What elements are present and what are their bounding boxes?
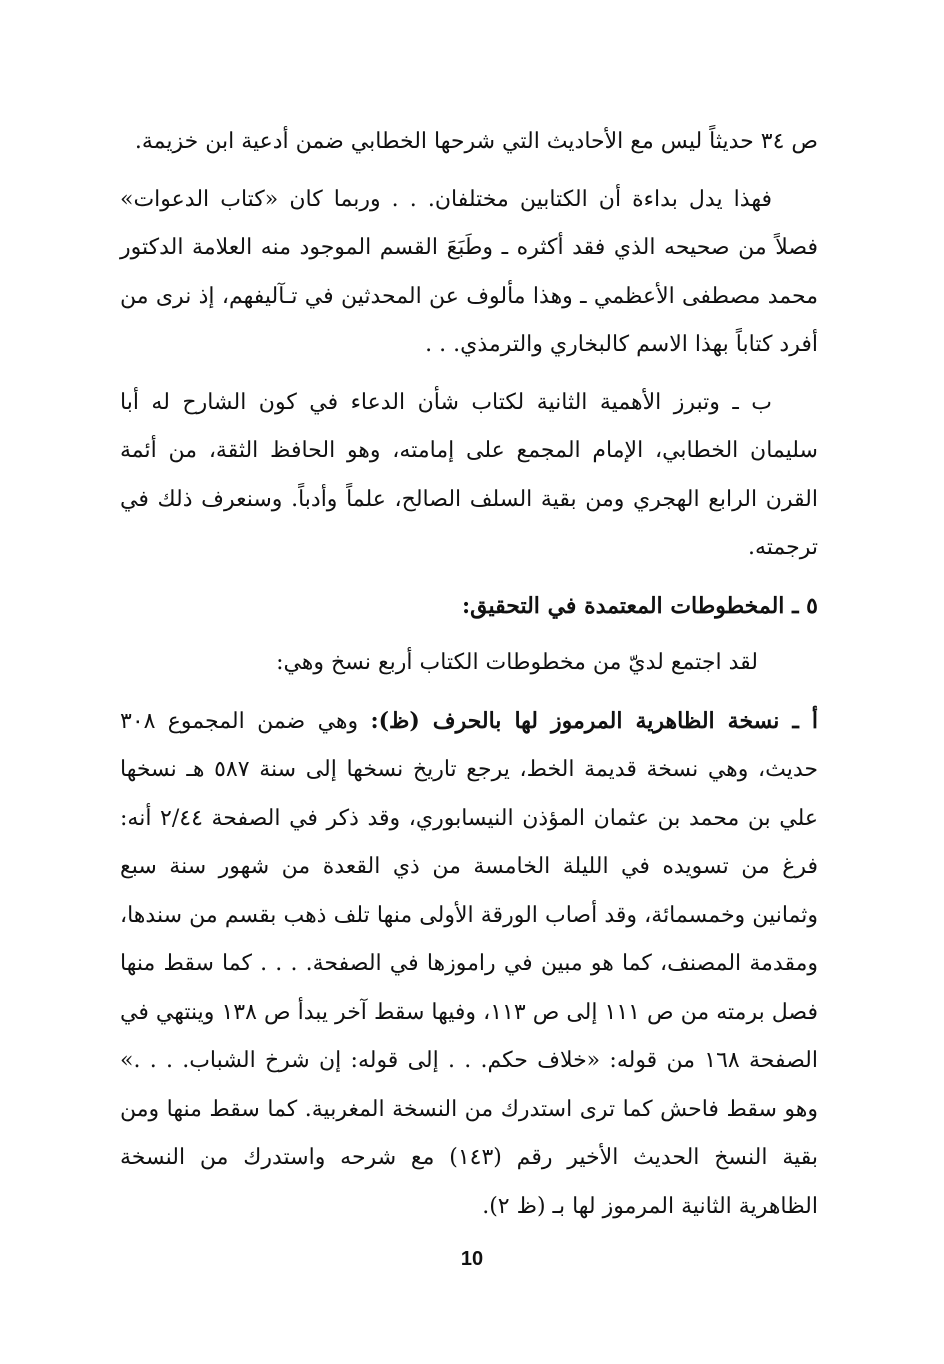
paragraph-two-books-differ: فهذا يدل بداءة أن الكتابين مختلفان. . . وربما كان «كتاب الدعوات» فصلاً من صحيحه الذي فقد أكثره ـ وطَبَعَ القسم الموجود منه العلامة الدكتور محمد مصطفى الأعظمي ـ وهذا مألوف عن المحدثين في تـآليفهم، إذ نرى من أفرد كتاباً بهذا الاسم كالبخاري والترمذي. . . [120, 186, 818, 357]
page-number: 10 [460, 1248, 484, 1270]
manuscript-a-text: وهي ضمن المجموع ٣٠٨ حديث، وهي نسخة قديمة الخط، يرجع تاريخ نسخها إلى سنة ٥٨٧ هـ نسخها علي بن محمد بن عثمان المؤذن النيسابوري، وقد ذكر في الصفحة ٢/٤٤ أنه: فرغ من تسويده في الليلة الخامسة من ذي القعدة من شهور سنة سبع وثمانين وخمسمائة، وقد أصاب الورقة الأولى منها تلف ذهب بقسم من سندها، ومقدمة المصنف، كما هو مبين في راموزها في الصفحة. . . . كما سقط منها فصل برمته من ص ١١١ إلى ص ١١٣، وفيها سقط آخر يبدأ ص ١٣٨ وينتهي في الصفحة ١٦٨ من قوله: «خلاف حكم. . . إلى قوله: إن شرخ الشباب. . . .» وهو سقط فاحش كما ترى استدرك من النسخة المغربية. كما سقط منها ومن بقية النسخ الحديث الأخير رقم (١٤٣) مع شرحه واستدرك من النسخة الظاهرية الثانية المرموز لها بـ (ظ ٢). [120, 708, 819, 1219]
manuscripts-intro: لقد اجتمع لديّ من مخطوطات الكتاب أربع نسخ وهي: [276, 650, 758, 675]
paragraph-second-importance: ب ـ وتبرز الأهمية الثانية لكتاب شأن الدعاء في كون الشارح له أبا سليمان الخطابي، الإمام المجمع على إمامته، وهو الحافظ الثقة، من أئمة القرن الرابع الهجري ومن بقية السلف الصالح، علماً وأدباً. وسنعرف ذلك في ترجمته. [120, 389, 818, 560]
page-body [120, 118, 818, 1231]
paragraph-khuzayma-count: ص ٣٤ حديثاً ليس مع الأحاديث التي شرحها الخطابي ضمن أدعية ابن خزيمة. [134, 129, 818, 154]
section-heading-manuscripts: ٥ ـ المخطوطات المعتمدة في التحقيق: [462, 592, 818, 619]
paragraph-manuscript-a [120, 697, 818, 1232]
manuscript-a-lead: أ ـ نسخة الظاهرية المرموز لها بالحرف (ظ): [370, 707, 818, 734]
